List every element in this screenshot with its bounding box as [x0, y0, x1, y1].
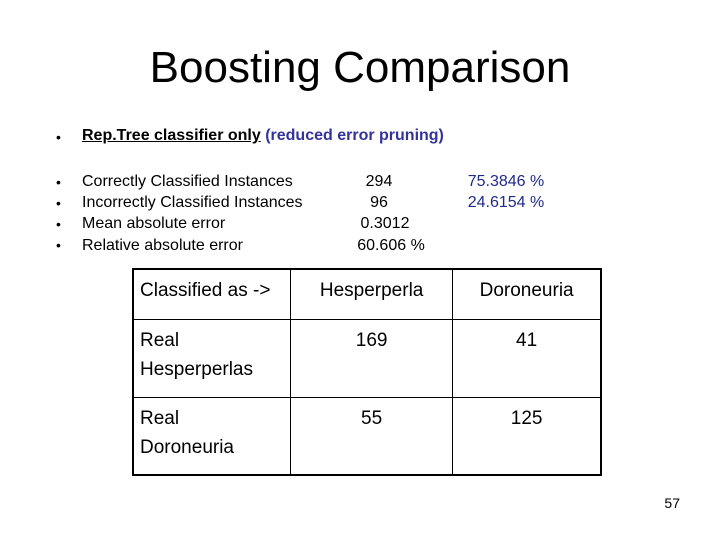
matrix-row-header [133, 397, 291, 475]
stat-value: 96 [370, 194, 388, 211]
bullet-marker: • [56, 237, 61, 253]
matrix-row-label-line: Real [140, 329, 180, 351]
matrix-row-label-line: Real [140, 407, 180, 429]
bullet-marker: • [56, 129, 61, 145]
matrix-column-header: Doroneuria [453, 269, 601, 319]
classifier-note: (reduced error pruning) [265, 127, 444, 144]
slide-title: Boosting Comparison [149, 43, 571, 92]
matrix-row-label-line: Hesperperlas [140, 358, 253, 380]
stat-value: 60.606 % [357, 237, 425, 254]
classifier-name: Rep.Tree classifier only [82, 127, 261, 144]
stat-percent: 24.6154 % [467, 194, 545, 211]
page-number: 57 [664, 495, 680, 511]
stat-label: Incorrectly Classified Instances [82, 194, 303, 211]
matrix-cell: 169 [291, 319, 453, 397]
matrix-cell: 55 [291, 397, 453, 475]
stat-value: 294 [365, 173, 393, 190]
bullet-marker: • [56, 216, 61, 232]
matrix-column-header: Hesperperla [291, 269, 453, 319]
matrix-cell: 41 [453, 319, 601, 397]
confusion-matrix [132, 268, 602, 476]
matrix-corner-label: Classified as -> [133, 269, 291, 319]
stat-label: Relative absolute error [82, 237, 243, 254]
stat-label: Correctly Classified Instances [82, 173, 293, 190]
bullet-marker: • [56, 195, 61, 211]
matrix-row-label-line: Doroneuria [140, 436, 234, 458]
classifier-heading [82, 127, 444, 145]
stat-percent: 75.3846 % [467, 173, 545, 190]
bullet-marker: • [56, 174, 61, 190]
matrix-cell: 125 [453, 397, 601, 475]
stat-value: 0.3012 [360, 215, 410, 232]
stat-label: Mean absolute error [82, 215, 226, 232]
matrix-row-header [133, 319, 291, 397]
